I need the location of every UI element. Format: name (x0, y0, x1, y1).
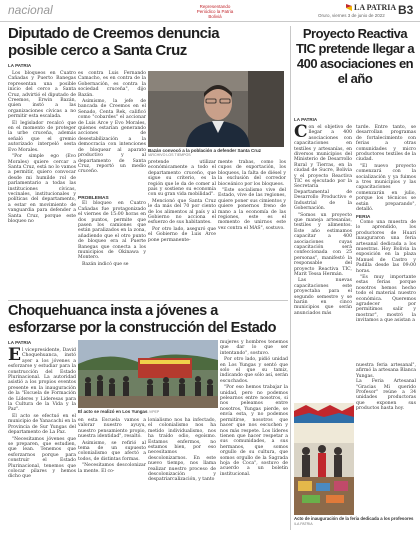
page-number: B3 (398, 3, 414, 17)
article1-col1: Los bloqueos en Cuatro Cañadas y Puerto Banegas representan una posible inicio del cerco a Santa Cruz, advirtió el diputado de Creemos, Erwin Bazán, quien instó a las organizaciones cívicas a no permitir esta escalada. El legislador recalcó que en el momento de proteger la urbe cruceña, además señaló que el gremio autorizado interpeló sesta Evo Morales. "Por simple ego (Evo Morales) quiere cercar a Santa Cruz, está no lo vamos a permitir, quiero convocar desde mi humilde rol de parlamentario a todas las instituciones cívicas, vecinales, institucionales y políticas del departamento, a estar en movimiento de vanguardia para defender a Santa Cruz, porque este bloqueo no (8, 71, 76, 224)
article3-col1: Con el objetivo de llegar a 400 asociaciones con capacitaciones en textiles y artesanías, en diversos municipios del Ministerio de Desarrollo Rural y Tierras, en la ciudad de Sucre, Bolivia y el proyecto Reactiva TIC es ejecutado por la Secretaría Departamental de Desarrollo Productivo e Industrial de la Gobernación. "Somos un proyecto que maneja artesanías, textiles y alimentos. Este año estimamos capacitar a 400 asociaciones cuyas capacitación será confeccionada con 25 personas", manifestó la responsable del proyecto Reactiva TIC, Marit Tessa Hermán. Las nuevas capacitaciones este proyectaba para el segundo semestre y se harán en cinco municipios que serán anunciados más (294, 122, 352, 316)
event-photo-image (78, 340, 218, 408)
newspaper-logo: LA PATRIA (346, 3, 396, 12)
article2-col1: El vicepresidente, David Choquehuanca, instó ayer a los jóvenes a esforzarse y estudiar para la construcción del Estado Plurinacional. La autoridad asistió a los propios eventos presente en la inauguración de la "Escuela de Formación de Líderes y Lideresas para la Cultura de la Vida y la Paz". El acto se efectuó en el municipio de Yanacachi en la Provincia de Sur Yungas del departamento de La Paz. "Necesitamos jóvenes que se preparen, que estudien, que lean. Tenemos que esforzarnos porque para construir el Estado Plurinacional, tenemos que colocar pilares y hemos dicho que (8, 345, 76, 480)
article1-col2-bottom: PROBLEMAS El bloqueo en Cuatro Cañadas fue protagonizado el viernes de 15:00 horas en dos puntos, permite que pasen los camiones que están paralizados en la zona, añadiendo que el otro punto de bloqueo era al Puerte Banegas que conecta a los municipios de Okinawa y Montero. Bazán indicó que se (78, 196, 146, 267)
speaker-photo-image (148, 71, 284, 147)
article-divider (8, 300, 288, 301)
article1-photo (148, 71, 284, 147)
article1-photo-caption: Bazán convocó a la población a defender Santa Cruz /ARCHIVO LOS TIEMPOS (148, 148, 262, 157)
article1-col3: pretende utilizar económicamente a todo el departamento cruceño, que sigue su criterio, es la región que le da de comer al país y sostiene su economía con su gran vida mobilidad". Mencionó que Santa Cruz le da más del 70 por ciento de los alimentos al país y al Gobierno no acciona el esfuerzo de sus habitantes. Por otro lado, aseguró que el Gobierno de Luis Arce pone permanente- (148, 160, 216, 243)
article2-byline: LA PATRIA (8, 340, 32, 345)
section-label: nacional (8, 3, 53, 17)
drop-cap: C (294, 122, 308, 142)
article1-byline: LA PATRIA (8, 63, 32, 68)
article1-headline: Diputado de Creemos denuncia posible cerco a Santa Cruz (8, 25, 220, 59)
article1-col2-top: es contra Luis Fernando Camacho, es en contra de la Gobernación, es contra la sociedad cruceña", dijo Bazán. Asimismo, la jefe de bancada de Creemos en el Senado, Centa Rek, calificó como "cobardes" el accionar de Luis Arce y Evo Morales, quienes estarían generando acciones de desestabilización a la democracia con intenciones de bloquear al aparato productivo y al departamento de Santa Cruz, reportó un medio cruceño. (78, 71, 146, 175)
article2-col3: lonialismo nos ha infectado, el colonialismo nos ha metido individualismo, nos ha traído odio, egoísmo. Estamos enfermos, no estamos bien, por eso necesitamos descolonizarnos. En este nuevo tiempo, nos llama realizar nuestro proceso de descolonización y despatriarcalización, y tanto (148, 418, 216, 483)
feria-photo-image (294, 403, 354, 515)
feria-photo-caption: Acto de inauguración de la feria dedicada a los profesores /LA PATRIA (294, 516, 414, 526)
article2-col4: mujeres y hombres tenemos que dar lo que ser intentando", sostuvo. Por otro lado, pidió unidad en Los Yungas y sentó que solo el que su tamiz, indicando que sólo así, serán escuchados. "Por eso hemos trabajar la unidad, pero no podemos pelearnos entre nosotros, si nos peleamos entre nosotros, Yungas pierde, se envía esta, y no podemos permitirse, nosotros que hacer que nos escuchen y nos más respete. Los líderes tienen que hacer respetar a sus comunidades, a sus hermanos, que somos orgullo de su cultura, que somos orgullo de la Sagrada hoja de Coca", sostuvo de acuerdo a un boletín institucional. (220, 340, 288, 477)
drop-cap: E (8, 345, 21, 365)
article3-byline: LA PATRIA (294, 117, 318, 122)
column-divider (290, 26, 291, 530)
dateline: Oruro, viernes 3 de junio de 2022 (318, 13, 385, 18)
article2-col2: en esta Escuela vamos a valorar nuestro ayuyu, nuestro pensamiento propio, nuestra identidad", resaltó. Asimismo, se refirió al tema de un supuesto colonialismo que afectó a todos, de distintas formas. "Necesitamos descolonizar la mente. El co- (78, 418, 146, 474)
article2-photo-caption: El acto se realizó en Los Yungas /VPEP (78, 409, 160, 414)
page-header (0, 0, 420, 22)
article2-headline: Choquehuanca insta a jóvenes a esforzarse por la construcción del Estado (8, 303, 276, 336)
feria-photo (294, 403, 354, 515)
article3-col2: tarde. Entre tanto, se desarrollan programas de fortalecimiento con ferias a otras comunidades y micro productores textiles de la ciudad. "El nuevo proyecto comenzará con la socialización y ya fuimos a tres municipios y las capacitaciones comenzarán en julio, porque los técnicos se están preparando", detalló. FERIA Como una muestra de lo aprendido, los productores de Huari inauguraron una feria artesanal dedicada a los muestras. Hoy Bolivia la exposición en la plaza Manuel de Castro y Padilla desde las 09:00 horas. "Es muy importante estas ferias porque nosotros hemos hecho todo el material nuestro económica. Queremos agradecer por permitimos salir y mostrar", mostró la invitamos a que asistan a (356, 125, 416, 324)
article3-headline: Proyecto Reactiva TIC pretende llegar a 400 asociaciones en el año (295, 26, 415, 86)
feria-text: nuestra feria artesanal", afirmó la artesana Blanca Yungas. La Feria Artesanal "Gracias Mi querido Profesor" reúne a 34 unidades productoras que exponen sus productos hasta hoy. (356, 363, 416, 412)
article2-photo (78, 340, 218, 408)
flag-icon (346, 4, 352, 11)
slogan: Representando Periódico la Patria Boliviá (196, 4, 234, 19)
article1-col4: mente trabas, como los cupos de exportación, los bloqueos, la falta de diésel y la exclusión del corredor bioceánico por los bloqueos. "Este socialismo vive del Estado, vive de las regiones, quiere poner sus cimientos y quiere ponernos freno de mano a la economía de las regiones, este es el momento de unirnos este vez contra el MAS", sostuvo. (218, 160, 286, 231)
